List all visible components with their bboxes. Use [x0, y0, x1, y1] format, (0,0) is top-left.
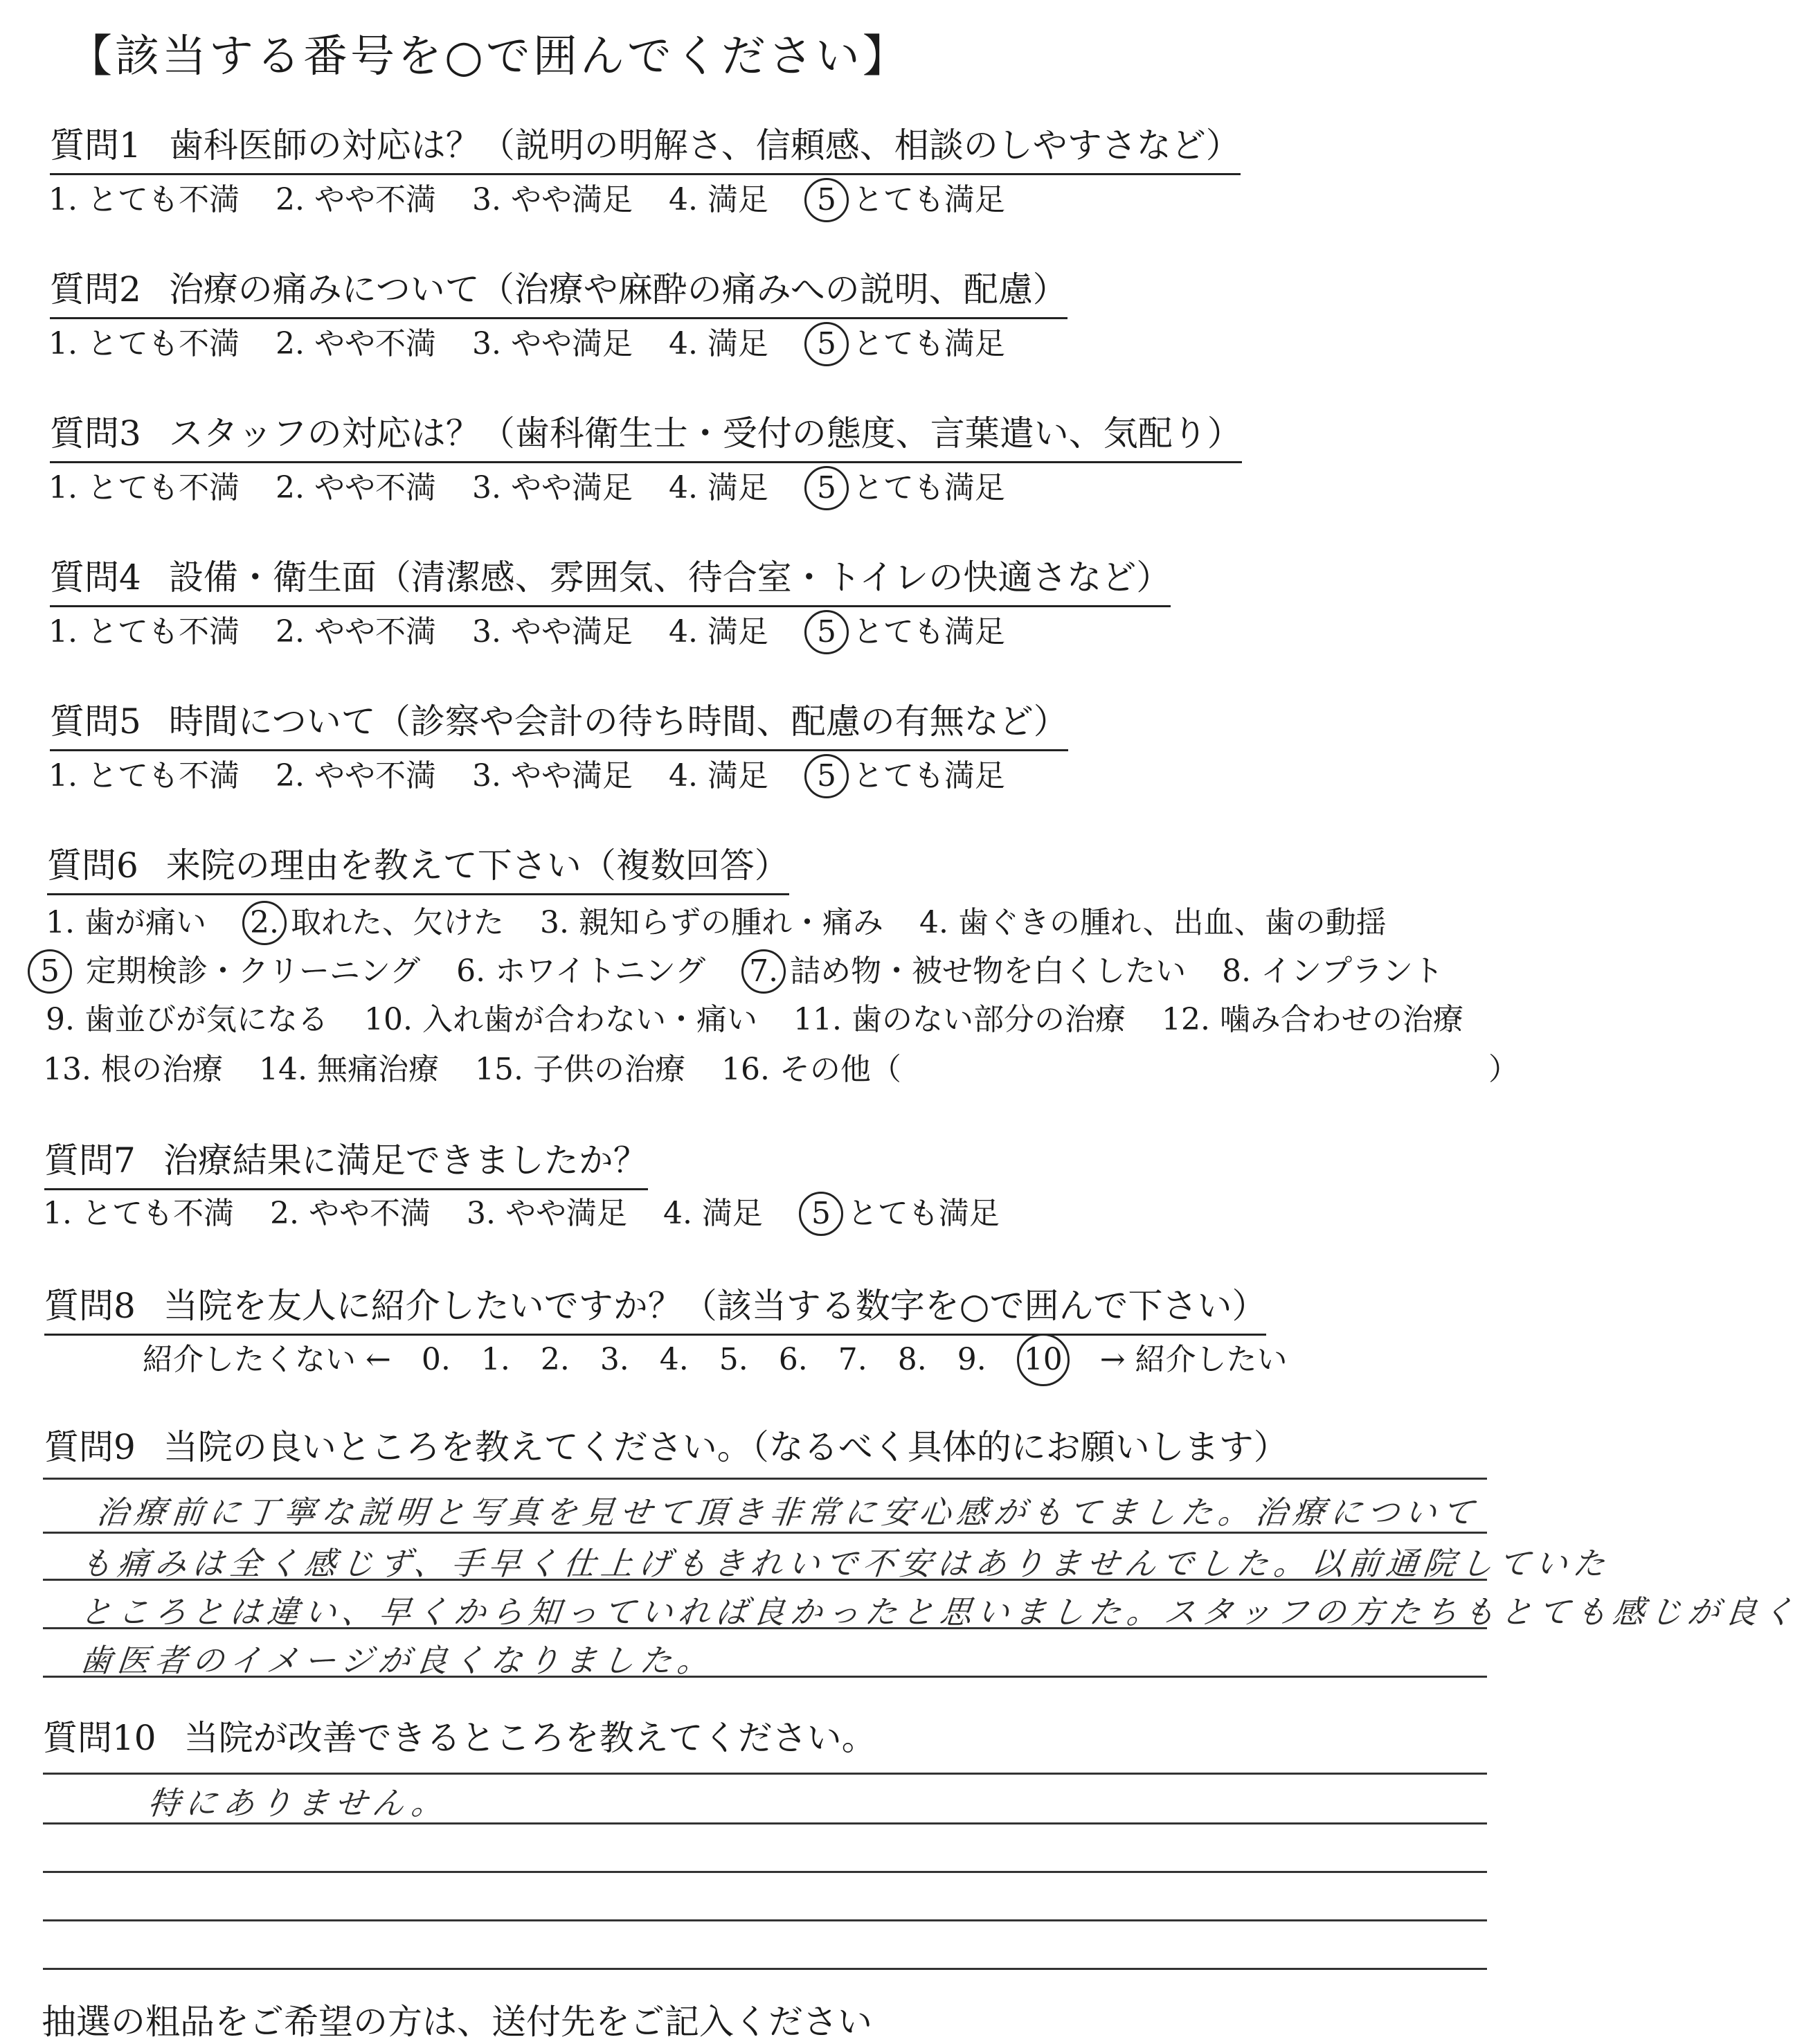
q6-option-1[interactable]: 1. 歯が痛い: [46, 905, 206, 940]
q10-answer: 特にありません。: [145, 1784, 451, 1822]
option-3[interactable]: 3. やや満足: [471, 182, 633, 217]
q6-option-11[interactable]: 11. 歯のない部分の治療: [793, 1002, 1126, 1037]
question-10-text: 当院が改善できるところを教えてください。: [183, 1718, 876, 1758]
q9-answer-line-4: 歯医者のイメージが良くなりました。: [78, 1642, 717, 1679]
answer-line: [43, 1676, 1487, 1678]
q6-option-16-other[interactable]: 16. その他（: [721, 1052, 901, 1087]
scale-right-label: → 紹介したい: [1099, 1342, 1288, 1377]
option-2[interactable]: 2. やや不満: [269, 1196, 431, 1231]
circled-answer: 5: [804, 322, 849, 366]
question-3-options: [48, 463, 1041, 510]
answer-line: [43, 1627, 1487, 1629]
option-1[interactable]: 1. とても不満: [48, 182, 240, 217]
question-2-number: 質問2: [50, 269, 141, 310]
question-6-options-row-3: [46, 994, 1463, 1039]
circled-answer: 7.: [741, 949, 786, 994]
question-1-number: 質問1: [50, 125, 141, 165]
question-5-title: [50, 694, 1068, 751]
question-6-number: 質問6: [47, 845, 138, 886]
scale-left-label: 紹介したくない ←: [143, 1342, 391, 1377]
q9-answer-line-1: 治療前に丁寧な説明と写真を見せて頂き非常に安心感がもてました。治療について: [94, 1494, 1481, 1531]
scale-2[interactable]: 2.: [540, 1342, 570, 1377]
q6-option-2-selected[interactable]: 2. 取れた、欠けた: [242, 897, 504, 945]
answer-line: [43, 1478, 1487, 1480]
question-2-options: [48, 319, 1041, 366]
q6-option-10[interactable]: 10. 入れ歯が合わない・痛い: [363, 1002, 757, 1037]
question-10-number: 質問10: [43, 1718, 156, 1758]
option-5-selected[interactable]: 5 とても満足: [804, 174, 1005, 222]
scale-10-selected[interactable]: 10: [1017, 1334, 1070, 1386]
q6-option-14[interactable]: 14. 無痛治療: [258, 1052, 439, 1087]
option-3[interactable]: 3. やや満足: [466, 1196, 627, 1231]
question-9-title: [44, 1419, 1288, 1469]
option-1[interactable]: 1. とても不満: [48, 470, 240, 505]
scale-8[interactable]: 8.: [897, 1342, 927, 1377]
question-1-options: [48, 174, 1041, 222]
question-3-text: スタッフの対応は？（歯科衛生士・受付の態度、言葉遣い、気配り）: [168, 413, 1242, 454]
question-2-title: [50, 262, 1067, 319]
option-4[interactable]: 4. 満足: [668, 614, 768, 649]
q9-answer-line-2: も痛みは全く感じず、手早く仕上げもきれいで不安はありませんでした。以前通院していた: [78, 1545, 1612, 1582]
question-8-text: 当院を友人に紹介したいですか？（該当する数字を○で囲んで下さい）: [163, 1286, 1267, 1326]
question-3-title: [50, 406, 1242, 463]
circled-answer: 5: [804, 754, 849, 798]
option-2[interactable]: 2. やや不満: [275, 326, 436, 361]
question-6-options-row-1: [46, 897, 1387, 945]
question-4-text: 設備・衛生面（清潔感、雰囲気、待合室・トイレの快適さなど）: [168, 557, 1171, 598]
q6-option-15[interactable]: 15. 子供の治療: [474, 1052, 685, 1087]
question-6-title: [47, 838, 789, 895]
question-8-title: [44, 1278, 1266, 1336]
option-5-selected[interactable]: 5 とても満足: [804, 319, 1005, 366]
option-3[interactable]: 3. やや満足: [471, 758, 633, 794]
answer-line: [43, 1968, 1487, 1970]
answer-line: [43, 1871, 1487, 1873]
option-4[interactable]: 4. 満足: [663, 1196, 763, 1231]
question-7-number: 質問7: [44, 1140, 136, 1181]
answer-line: [43, 1822, 1487, 1825]
option-1[interactable]: 1. とても不満: [48, 614, 240, 649]
option-2[interactable]: 2. やや不満: [275, 182, 436, 217]
footer-instruction-partial: 抽選の粗品をご希望の方は、送付先をご記入ください: [42, 2002, 872, 2042]
question-2-text: 治療の痛みについて（治療や麻酔の痛みへの説明、配慮）: [168, 269, 1067, 310]
option-3[interactable]: 3. やや満足: [471, 470, 633, 505]
scale-7[interactable]: 7.: [838, 1342, 867, 1377]
question-7-options: [43, 1188, 1036, 1236]
option-4[interactable]: 4. 満足: [668, 326, 768, 361]
scale-6[interactable]: 6.: [778, 1342, 808, 1377]
question-3-number: 質問3: [50, 413, 141, 454]
option-4[interactable]: 4. 満足: [668, 758, 768, 794]
scale-1[interactable]: 1.: [480, 1342, 510, 1377]
question-4-number: 質問4: [50, 557, 141, 598]
option-5-selected[interactable]: 5 とても満足: [804, 463, 1005, 510]
circled-answer: 5: [804, 178, 849, 222]
question-7-text: 治療結果に満足できましたか？: [163, 1140, 648, 1181]
question-9-text: 当院の良いところを教えてください。（なるべく具体的にお願いします）: [163, 1427, 1288, 1467]
q6-option-7-selected[interactable]: 7. 詰め物・被せ物を白くしたい: [741, 946, 1186, 994]
q6-option-5-selected[interactable]: 5 定期検診・クリーニング: [28, 946, 420, 994]
answer-line: [43, 1919, 1487, 1921]
scale-5[interactable]: 5.: [719, 1342, 748, 1377]
option-1[interactable]: 1. とても不満: [48, 758, 240, 794]
q9-answer-line-3: ところとは違い、早くから知っていれば良かったと思いました。スタッフの方たちもとても感じが良く: [78, 1593, 1802, 1631]
page-title: 【該当する番号を○で囲んでください】: [68, 31, 910, 82]
question-4-title: [50, 550, 1171, 607]
question-4-options: [48, 607, 1041, 654]
option-3[interactable]: 3. やや満足: [471, 326, 633, 361]
option-5-selected[interactable]: 5 とても満足: [804, 607, 1005, 654]
question-5-options: [48, 751, 1041, 798]
answer-line: [43, 1773, 1487, 1775]
q6-option-6[interactable]: 6. ホワイトニング: [456, 953, 706, 989]
q6-option-8[interactable]: 8. インプラント: [1222, 953, 1444, 989]
option-5-selected[interactable]: 5 とても満足: [799, 1188, 1000, 1236]
q6-option-4[interactable]: 4. 歯ぐきの腫れ、出血、歯の動揺: [919, 905, 1387, 940]
scale-3[interactable]: 3.: [600, 1342, 629, 1377]
scale-9[interactable]: 9.: [957, 1342, 986, 1377]
question-6-options-row-4: [43, 1044, 937, 1088]
q6-option-9[interactable]: 9. 歯並びが気になる: [46, 1002, 328, 1037]
scale-4[interactable]: 4.: [659, 1342, 689, 1377]
question-6-options-row-2: [28, 946, 1443, 994]
option-2[interactable]: 2. やや不満: [275, 614, 436, 649]
option-3[interactable]: 3. やや満足: [471, 614, 633, 649]
q6-option-13[interactable]: 13. 根の治療: [43, 1052, 223, 1087]
question-5-number: 質問5: [50, 701, 141, 742]
option-1[interactable]: 1. とても不満: [48, 326, 240, 361]
q6-option-12[interactable]: 12. 噛み合わせの治療: [1161, 1002, 1463, 1037]
question-1-title: [50, 118, 1241, 175]
q6-option-3[interactable]: 3. 親知らずの腫れ・痛み: [539, 905, 883, 940]
question-9-number: 質問9: [44, 1427, 136, 1467]
question-8-number: 質問8: [44, 1286, 136, 1326]
answer-line: [43, 1532, 1487, 1534]
option-1[interactable]: 1. とても不満: [43, 1196, 234, 1231]
scale-0[interactable]: 0.: [421, 1342, 451, 1377]
option-2[interactable]: 2. やや不満: [275, 758, 436, 794]
question-10-title: [43, 1710, 876, 1760]
circled-answer: 2.: [242, 901, 287, 945]
option-2[interactable]: 2. やや不満: [275, 470, 436, 505]
question-6-text: 来院の理由を教えて下さい（複数回答）: [165, 845, 789, 886]
question-1-text: 歯科医師の対応は？（説明の明解さ、信頼感、相談のしやすさなど）: [168, 125, 1241, 165]
option-4[interactable]: 4. 満足: [668, 182, 768, 217]
question-7-title: [44, 1133, 648, 1190]
circled-answer: 5: [804, 610, 849, 654]
answer-line: [43, 1579, 1487, 1581]
recommend-scale: [143, 1334, 1318, 1386]
q6-other-close-paren: ）: [1488, 1052, 1519, 1087]
option-4[interactable]: 4. 満足: [668, 470, 768, 505]
option-5-selected[interactable]: 5 とても満足: [804, 751, 1005, 798]
circled-answer: 5: [799, 1192, 843, 1236]
circled-answer: 5: [28, 949, 72, 994]
circled-answer: 5: [804, 466, 849, 510]
question-5-text: 時間について（診察や会計の待ち時間、配慮の有無など）: [168, 701, 1068, 742]
